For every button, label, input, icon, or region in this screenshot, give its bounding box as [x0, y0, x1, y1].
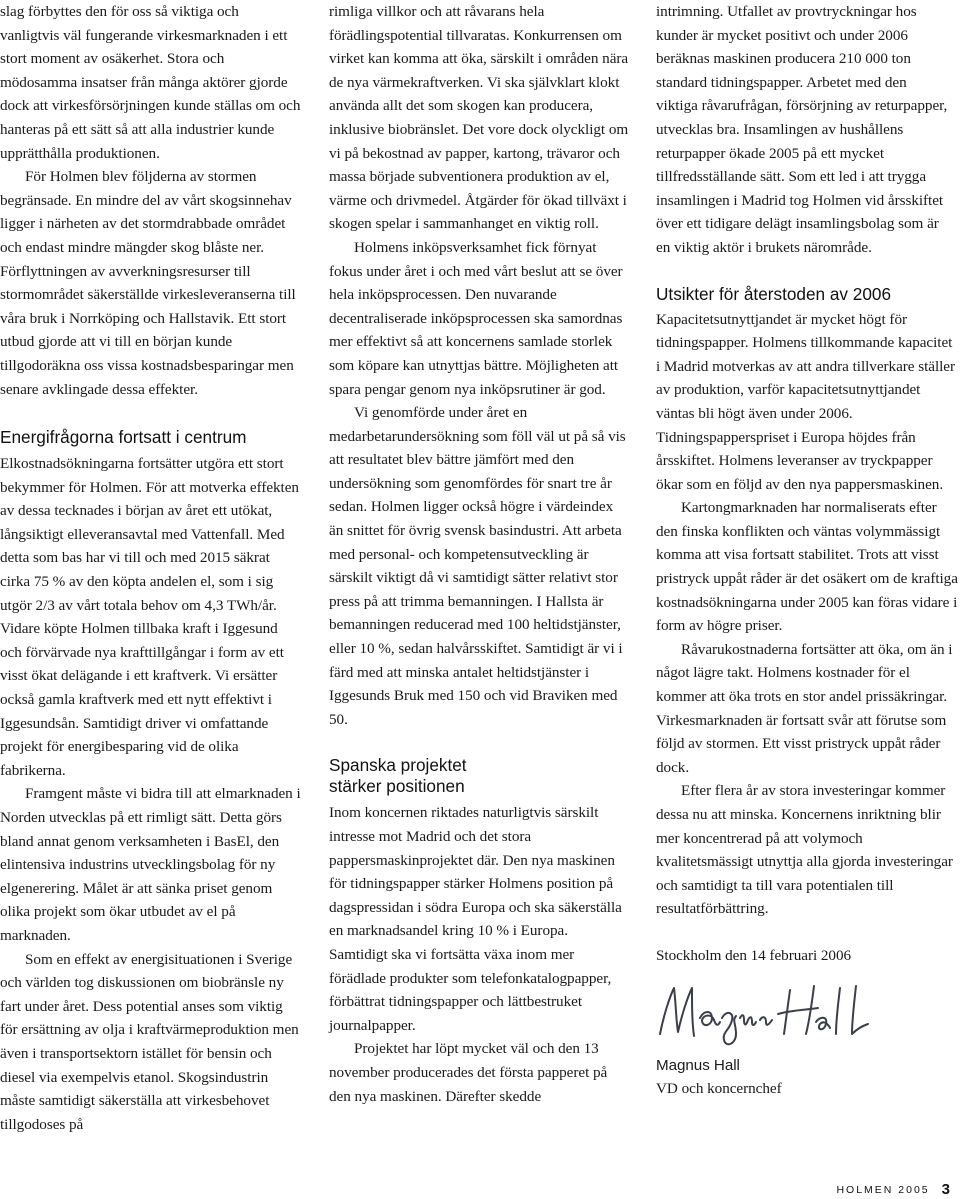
heading-line: stärker positionen	[329, 776, 465, 797]
page-footer	[836, 1180, 950, 1197]
paragraph: Kartongmarknaden har normaliserats efter den finska konflikten och väntas volymmässigt komma att visa fortsatt stabilitet. Trots att visst pristryck uppåt råder är det osäkert om de kraftiga kostnadsökningarna under 2005 kan föras vidare i form av högre priser.	[656, 499, 958, 635]
paragraph: Holmens inköpsverksamhet fick förnyat fokus under året i och med vårt beslut att se över hela inköpsprocessen. Den nuvarande decentraliserade inköpsprocessen ska samordnas mer effektivt så att koncernens samlade storlek som köpare kan utnyttjas bättre. Möjligheten att spara pengar genom nya inköpsrutiner är god.	[329, 238, 623, 398]
column-1	[0, 0, 305, 1136]
signatory-title: VD och koncernchef	[656, 1080, 782, 1098]
page-number: 3	[941, 1181, 950, 1198]
signature-image	[656, 974, 876, 1054]
signatory-name: Magnus Hall	[656, 1056, 740, 1074]
paragraph: intrimning. Utfallet av provtryckningar hos kunder är mycket positivt och under 2006 beräknas maskinen producera 210 000 ton standard tidningspapper. Arbetet med den viktiga råvarufrågan, försörjning av returpapper, utvecklas bra. Insamlingen av hushållens returpapper ökade 2005 på ett mycket tillfredsställande sätt. Som ett led i att trygga insamlingen i Madrid tog Holmen vid årsskiftet över ett tidigare delägt insamlingsbolag som är en viktig aktör i brukets närområde.	[656, 3, 948, 256]
paragraph: Som en effekt av energisituationen i Sverige och världen tog diskussionen om biobränsle ny fart under året. Dess potential anses som viktig för ersättning av olja i kraftvärmeproduktion men även i transportsektorn istället för bensin och diesel via exempelvis etanol. Skogsindustrin måste samtidigt säkerställa att virkesbehovet tillgodoses på	[0, 950, 299, 1133]
paragraph: För Holmen blev följderna av stormen begränsade. En mindre del av vårt skogsinnehav ligger i närheten av det stormdrabbade området och endast mindre mängder skog blåste ner. Förflyttningen av avverkningsresurser till stormområdet säkerställde virkesleveranserna till våra bruk i Norrköping och Hallstavik. Ett stort utbud gjorde att vi till en början kunde tillgodoräkna oss vissa kostnadsbesparingar men senare avklingade dessa effekter.	[0, 168, 296, 398]
paragraph: Elkostnadsökningarna fortsätter utgöra ett stort bekymmer för Holmen. För att motverka effekten av dessa tecknades i början av året ett utökat, långsiktigt elleveransavtal med Vattenfall. Med detta som bas har vi till och med 2015 säkrat cirka 75 % av den köpta andelen el, som i sig utgör 2/3 av vårt totala behov om 4,3 TWh/år. Vidare köpte Holmen tillbaka kraft i Iggesund och förvärvade nya krafttillgångar i form av ett visst ökat delägande i ett kraftverk. Vi ersätter också gamla kraftverk med ett nytt effektivt i Iggesundsån. Samtidigt driver vi omfattande projekt för energibesparing vid de olika fabrikerna.	[0, 455, 299, 779]
paragraph: Råvarukostnaderna fortsätter att öka, om än i något lägre takt. Holmens kostnader för el kommer att öka trots en stor andel prissäkringar. Virkesmarknaden är fortsatt svår att förutse som följd av stormen. Ett visst pristryck uppåt råder dock.	[656, 640, 953, 776]
column-2	[329, 0, 632, 1108]
section-heading-spain	[329, 755, 632, 797]
heading-line: Spanska projektet	[329, 755, 467, 776]
paragraph: Kapacitetsutnyttjandet är mycket högt för tidningspapper. Holmens tillkommande kapacitet i Madrid motverkas av att andra tillverkare ställer av produktion, varför kapacitetsutnyttjandet väntas bli högt även under 2006. Tidningspapperspriset i Europa höjdes från årsskiftet. Holmens leveranser av tryckpapper ökar som en följd av den nya pappersmaskinen.	[656, 310, 955, 493]
paragraph: Efter flera år av stora investeringar kommer dessa nu att minska. Koncernens inriktning blir mer koncentrerad på att volymoch kvalitetsmässigt utnyttja alla gjorda investeringar och samtidigt ta till vara potentialen till resultatförbättring.	[656, 782, 953, 918]
column-3	[656, 0, 960, 1101]
paragraph: Framgent måste vi bidra till att elmarknaden i Norden utvecklas på ett rimligt sätt. Detta görs bland annat genom verksamheten i BasEl, den elintensiva industrins utvecklingsbolag för ny elgenerering. Målet är att sänka priset genom olika projekt som ökar utbudet av el på marknaden.	[0, 785, 301, 944]
paragraph: Vi genomförde under året en medarbetarundersökning som föll väl ut på så vis att resultatet blev bättre jämfört med den undersökning som genomfördes för snart tre år sedan. Holmen ligger också högre i värdeindex än snittet för övrig svensk basindustri. Att arbeta med personal- och kompetensutveckling är särskilt viktigt då vi samtidigt sätter relativt stor press på att trimma bemanningen. I Hallsta är bemanningen reducerad med 100 heltidstjänster, eller 10 %, sedan halvårsskiftet. Samtidigt är vi i färd med att minska antalet heltidstjänster i Iggesunds Bruk med 150 och vid Braviken med 50.	[329, 404, 626, 728]
publication-name: HOLMEN 2005	[836, 1184, 930, 1196]
paragraph: rimliga villkor och att råvarans hela förädlingspotential tillvaratas. Konkurrensen om virket kan komma att öka, särskilt i områden nära de nya värmekraftverken. Vi ska självklart klokt använda allt det som skogen kan producera, inklusive biobränslet. Det vore dock olyckligt om vi på bekostnad av papper, kartong, trävaror och massa började subventionera produktion av el, värme och drivmedel. Åtgärder för ökad tillväxt i skogen spelar i sammanhanget en viktig roll.	[329, 3, 629, 233]
place-date: Stockholm den 14 februari 2006	[656, 946, 852, 964]
section-heading-outlook: Utsikter för återstoden av 2006	[656, 283, 892, 304]
paragraph: Projektet har löpt mycket väl och den 13 november producerades det första papperet på den nya maskinen. Därefter skedde	[329, 1040, 608, 1105]
paragraph: slag förbyttes den för oss så viktiga och vanligtvis väl fungerande virkesmarknaden i ett stort moment av osäkerhet. Stora och mödosamma insatser från många aktörer gjorde dock att virkesförsörjningen kunde ställas om och hanteras på ett sätt så att alla industrier kunde upprätthålla produktionen.	[0, 3, 301, 162]
section-heading-energy: Energifrågorna fortsatt i centrum	[0, 427, 247, 448]
paragraph: Inom koncernen riktades naturligtvis särskilt intresse mot Madrid och det stora pappersmaskinprojektet där. Den nya maskinen för tidningspapper stärker Holmens position på dagspressidan i södra Europa och ska säkerställa en marknadsandel kring 10 % i Europa. Samtidigt ska vi fortsätta växa inom mer förädlade produkter som telefonkatalogpapper, förbättrat tidningspapper och lättbestruket journalpapper.	[329, 804, 622, 1034]
